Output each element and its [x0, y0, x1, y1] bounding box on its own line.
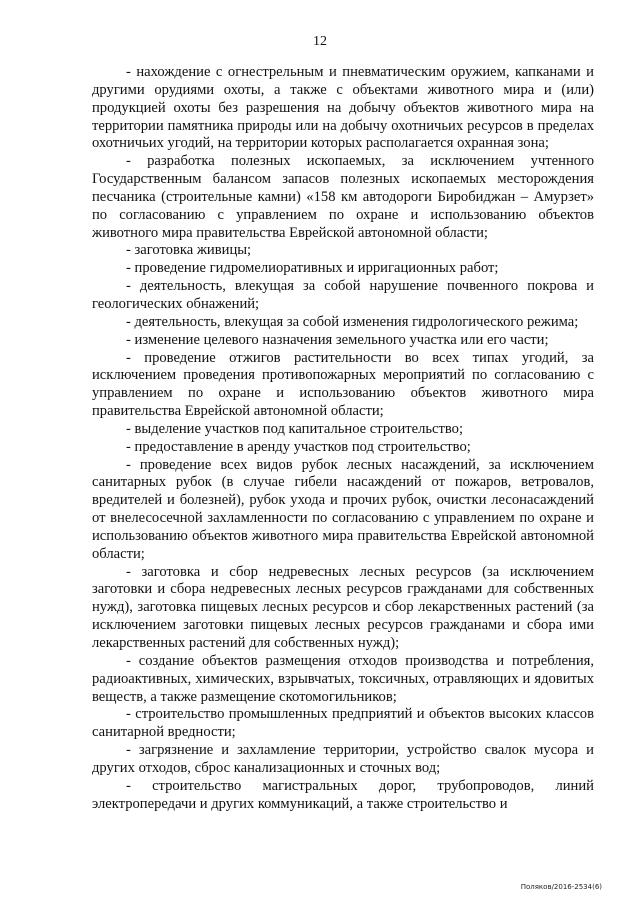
paragraph-land-use-change: - изменение целевого назначения земельного участка или его части;: [126, 331, 549, 348]
paragraph-industrial-construction: - строительство промышленных предприятий и объектов высоких классов санитарной вредности;: [92, 706, 594, 741]
paragraph-land-reclamation: - проведение гидромелиоративных и ирригационных работ;: [126, 260, 499, 277]
paragraph-mineral-extraction: - разработка полезных ископаемых, за исключением учтенного Государственным балансом запасов полезных ископаемых месторождения песчаника (строительные камни) «158 км автодороги Биробиджан – Амурзет» по согласованию с управлением по охране и использованию объектов животного мира правительства Еврейской автономной области;: [92, 153, 594, 241]
paragraph-hydrological-change: - деятельность, влекущая за собой изменения гидрологического режима;: [126, 313, 579, 330]
page-number: 12: [313, 34, 327, 49]
paragraph-construction-lease: - предоставление в аренду участков под строительство;: [126, 438, 471, 455]
paragraph-soil-disturbance: - деятельность, влекущая за собой нарушение почвенного покрова и геологических обнажений;: [92, 278, 594, 312]
paragraph-non-timber-resources: - заготовка и сбор недревесных лесных ресурсов (за исключением заготовки и сбора недревесных лесных ресурсов гражданами для собственных нужд), заготовка пищевых лесных ресурсов и сбор лекарственных растений (за исключением заготовки пищевых лесных ресурсов гражданами и сбора ими лекарственных растений для собственных нужд);: [92, 563, 594, 651]
paragraph-infrastructure-construction: - строительство магистральных дорог, трубопроводов, линий электропередачи и других коммуникаций, а также строительство и: [92, 777, 594, 812]
document-body: [92, 64, 594, 813]
paragraph-waste-disposal: - создание объектов размещения отходов производства и потребления, радиоактивных, химических, взрывчатых, токсичных, отравляющих и ядовитых веществ, а также размещение скотомогильников;: [92, 652, 594, 705]
footer-reference: Поляков/2016-2534(6): [520, 883, 602, 891]
paragraph-capital-construction: - выделение участков под капитальное строительство;: [126, 420, 464, 437]
paragraph-resin-harvesting: - заготовка живицы;: [126, 242, 252, 259]
paragraph-firearms: - нахождение с огнестрельным и пневматическим оружием, капканами и другими орудиями охоты, а также с объектами животного мира и (или) продукцией охоты без разрешения на добычу объектов животного мира на территории памятника природы или на добычу охотничьих ресурсов в пределах охотничьих угодий, на территории которых располагается охранная зона;: [92, 64, 594, 152]
paragraph-pollution: - загрязнение и захламление территории, устройство свалок мусора и других отходов, сброс канализационных и сточных вод;: [92, 742, 594, 776]
paragraph-forest-felling: - проведение всех видов рубок лесных насаждений, за исключением санитарных рубок (в случае гибели насаждений от пожаров, ветровалов, вредителей и болезней), рубок ухода и прочих рубок, очистки лесонасаждений от внелесосечной захламленности по согласованию с управлением по охране и использованию объектов животного мира правительства Еврейской автономной области;: [92, 456, 594, 562]
paragraph-vegetation-burning: - проведение отжигов растительности во всех типах угодий, за исключением проведения противопожарных мероприятий по согласованию с управлением по охране и использованию объектов животного мира правительства Еврейской автономной области;: [92, 349, 594, 420]
